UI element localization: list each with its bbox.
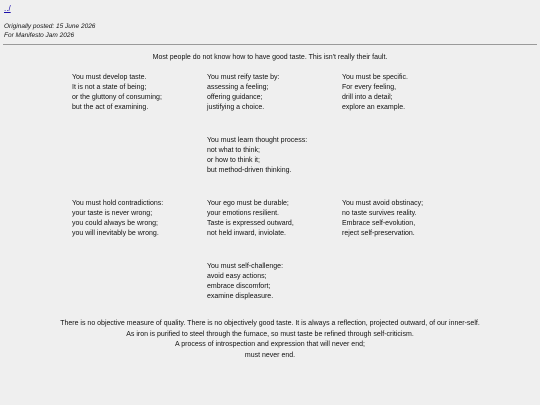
closing-line: must never end. [244, 351, 296, 359]
stanza-line: explore an example. [342, 104, 406, 111]
event-label: For Manifesto Jam 2026 [4, 32, 75, 39]
stanza-line: examine displeasure. [207, 293, 274, 300]
stanza-line: not what to think; [207, 147, 260, 154]
back-link[interactable]: ../ [4, 4, 11, 13]
stanza-line: You must avoid obstinacy; [342, 200, 424, 207]
stanza-line: but the act of examining. [72, 104, 149, 111]
stanza-line: Embrace self-evolution, [342, 220, 416, 227]
stanza-develop-taste [72, 73, 162, 113]
divider [3, 44, 537, 45]
stanza-self-challenge [207, 262, 283, 302]
stanza-line: offering guidance; [207, 94, 263, 101]
stanza-line: not held inward, inviolate. [207, 230, 286, 237]
closing-line: There is no objective measure of quality. There is no objectively good taste. It is always a reflection, projected outward, of our inner-self. [60, 320, 480, 327]
stanza-avoid-obstinacy [342, 199, 423, 239]
stanza-line: justifying a choice. [207, 104, 265, 111]
intro-statement: Most people do not know how to have good taste. This isn't really their fault. [152, 54, 388, 61]
closing-statement [40, 319, 500, 361]
closing-line: As iron is purified to steel through the furnace, so must taste be refined through self-criticism. [126, 330, 414, 338]
stanza-line: You must self-challenge: [207, 263, 284, 270]
stanza-line: drill into a detail; [342, 94, 393, 101]
stanza-line: assessing a feeling; [207, 84, 269, 91]
stanza-line: You must be specific. [342, 74, 408, 81]
stanza-line: You must develop taste. [72, 74, 147, 81]
stanza-line: you will inevitably be wrong. [72, 230, 159, 237]
stanza-line: reject self-preservation. [342, 230, 415, 237]
stanza-durable-ego [207, 199, 294, 239]
stanza-reify-taste [207, 73, 280, 113]
stanza-line: or how to think it; [207, 157, 260, 164]
stanza-line: or the gluttony of consuming; [72, 94, 162, 101]
stanza-line: Taste is expressed outward, [207, 220, 294, 227]
stanza-line: You must learn thought process: [207, 137, 308, 144]
stanza-line: no taste survives reality. [342, 210, 417, 217]
stanza-thought-process [207, 136, 307, 176]
stanza-line: embrace discomfort; [207, 283, 271, 290]
stanza-line: You must reify taste by: [207, 74, 280, 81]
stanza-line: avoid easy actions; [207, 273, 267, 280]
stanza-line: you could always be wrong; [72, 220, 158, 227]
stanza-be-specific [342, 73, 408, 113]
stanza-line: your emotions resilient. [207, 210, 279, 217]
stanza-line: It is not a state of being; [72, 84, 147, 91]
stanza-line: Your ego must be durable; [207, 200, 289, 207]
stanza-line: For every feeling, [342, 84, 397, 91]
closing-line: A process of introspection and expression that will never end; [175, 341, 365, 348]
stanza-hold-contradictions [72, 199, 163, 239]
post-meta [4, 22, 95, 40]
stanza-line: but method-driven thinking. [207, 167, 292, 174]
posted-date: Originally posted: 15 June 2026 [4, 23, 96, 30]
stanza-line: your taste is never wrong; [72, 210, 153, 217]
stanza-line: You must hold contradictions: [72, 200, 164, 207]
